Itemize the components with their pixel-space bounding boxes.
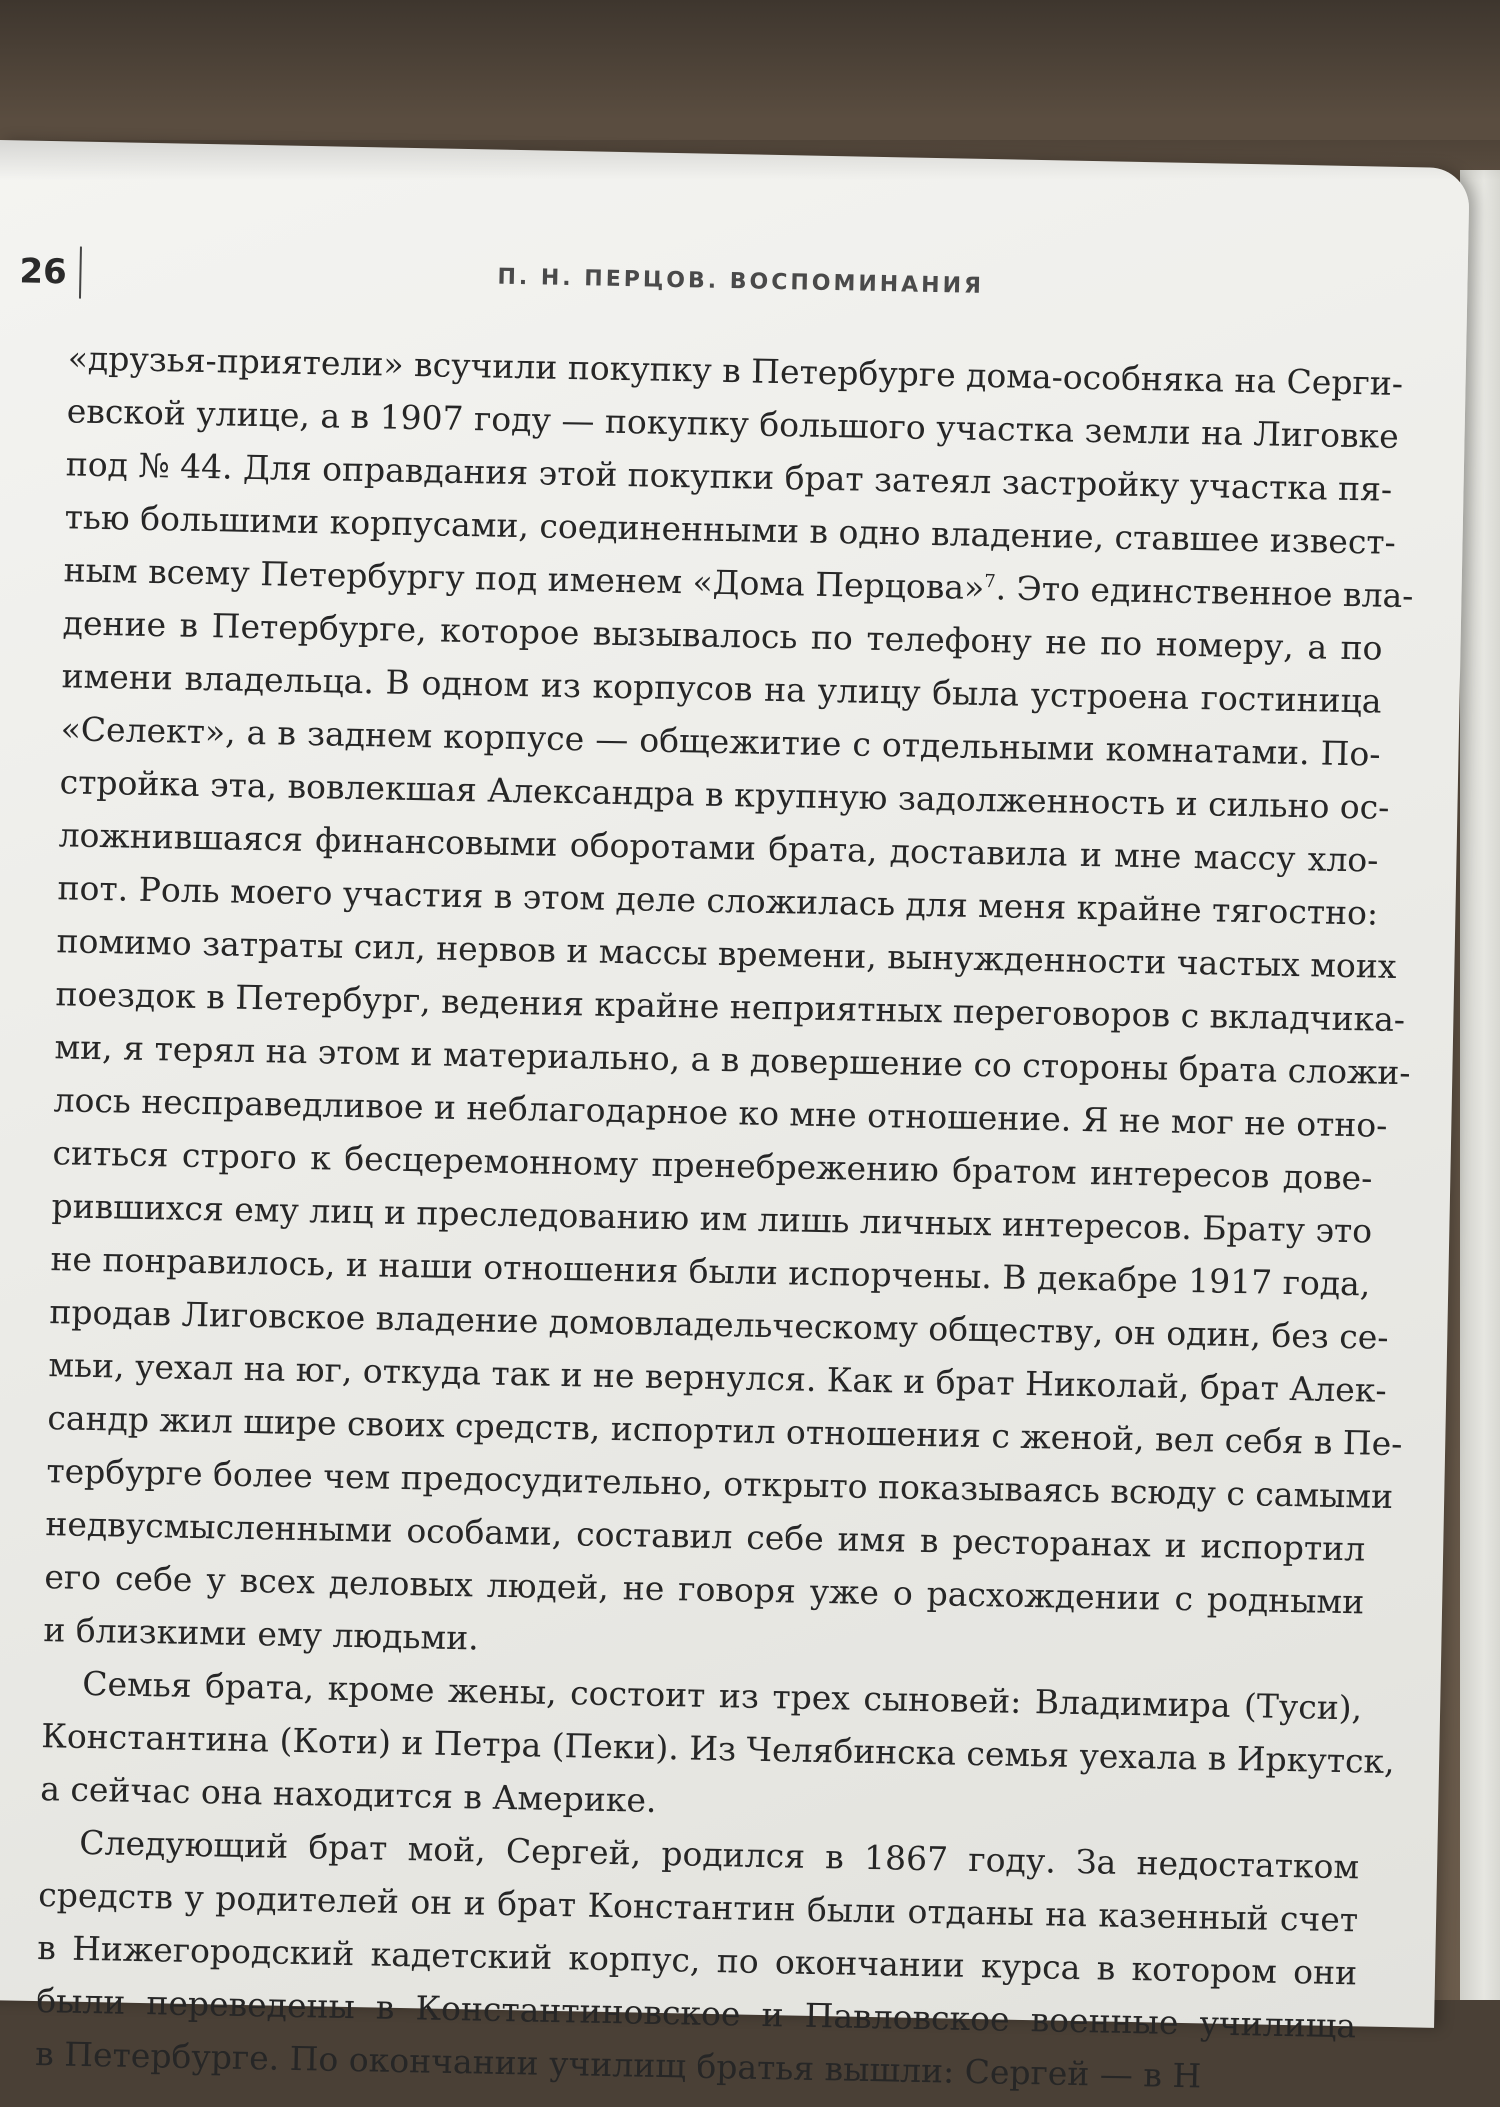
text-line: «Селект», а в заднем корпусе — общежитие с отдельными комнатами. По- — [60, 709, 1381, 774]
text-line: поездок в Петербург, ведения крайне неприятных переговоров с вкладчика- — [55, 974, 1406, 1040]
paragraph-1 — [43, 331, 1414, 1681]
text-line: евской улице, а в 1907 году — покупку большого участка земли на Лиговке — [66, 391, 1400, 456]
text-line: помимо затраты сил, нервов и массы времени, вынужденности частых моих — [56, 921, 1397, 986]
text-line: в Петербурге. По окончании училищ братья вышли: Сергей — в Н — [34, 2034, 1202, 2096]
page-header — [0, 245, 1468, 333]
text-line: дение в Петербурге, которое вызывалось по телефону не по номеру, а по — [62, 603, 1383, 668]
header-divider — [79, 247, 82, 299]
text-line: были переведены в Константиновское и Павловское военные училища — [35, 1981, 1357, 2046]
paragraph-3 — [35, 1815, 1360, 2105]
text-line: рившихся ему лиц и преследованию им лишь личных интересов. Брату это — [51, 1186, 1373, 1251]
text-fragment: . Это единственное вла- — [995, 568, 1414, 616]
paragraph-2 — [39, 1656, 1396, 1840]
running-title: П. Н. ПЕРЦОВ. ВОСПОМИНАНИЯ — [497, 264, 985, 299]
text-line: средств у родителей он и брат Константин были отданы на казенный счет — [37, 1875, 1359, 1940]
text-line: его себе у всех деловых людей, не говоря уже о расхождении с родными — [44, 1557, 1365, 1622]
text-line: лось несправедливое и неблагодарное ко мне отношение. Я не мог не отно- — [53, 1080, 1388, 1145]
text-line: Семья брата, кроме жены, состоит из трех сыновей: Владимира (Туси), — [82, 1663, 1363, 1728]
text-line: ситься строго к бесцеремонному пренебрежению братом интересов дове- — [52, 1133, 1373, 1198]
page-number: 26 — [19, 251, 68, 293]
text-line: а сейчас она находится в Америке. — [39, 1769, 657, 1820]
text-line: сандр жил шире своих средств, испортил отношения с женой, вел себя в Пе- — [47, 1398, 1403, 1464]
text-line: ми, я терял на этом и материально, а в довершение со стороны брата сложи- — [54, 1027, 1411, 1093]
text-line: продав Лиговское владение домовладельческому обществу, он один, без се- — [49, 1292, 1389, 1357]
text-line: имени владельца. В одном из корпусов на улицу была устроена гостиница — [61, 656, 1382, 721]
text-line: ложнившаяся финансовыми оборотами брата, доставила и мне массу хло- — [58, 815, 1379, 880]
text-line: Константина (Коти) и Петра (Пеки). Из Челябинска семья уехала в Иркутск, — [41, 1716, 1396, 1782]
text-line: тербурге более чем предосудительно, открыто показываясь всюду с самыми — [46, 1451, 1394, 1516]
text-line: пот. Роль моего участия в этом деле сложилась для меня крайне тягостно: — [57, 868, 1379, 933]
book-page — [0, 140, 1470, 2096]
text-line: в Нижегородский кадетский корпус, по окончании курса в котором они — [36, 1928, 1358, 1993]
text-line: не понравилось, и наши отношения были испорчены. В декабре 1917 года, — [50, 1239, 1371, 1304]
text-fragment: ным всему Петербургу под именем «Дома Перцова» — [63, 550, 985, 607]
text-line: и близкими ему людьми. — [43, 1610, 480, 1658]
text-line: Следующий брат мой, Сергей, родился в 1867 году. За недостатком — [78, 1822, 1360, 1887]
text-line: мьи, уехал на юг, откуда так и не вернулся. Как и брат Николай, брат Алек- — [48, 1345, 1387, 1410]
body-text — [34, 331, 1414, 2105]
text-line: недвусмысленными особами, составил себе имя в ресторанах и испортил — [45, 1504, 1366, 1569]
footnote-reference: 7 — [984, 570, 996, 593]
text-line: «друзья-приятели» всучили покупку в Петербурге дома-особняка на Серги- — [67, 338, 1404, 403]
text-line: под № 44. Для оправдания этой покупки брат затеял застройку участка пя- — [65, 444, 1393, 509]
next-page-edge — [1460, 170, 1500, 2000]
text-line: стройка эта, вовлекшая Александра в крупную задолженность и сильно ос- — [59, 762, 1390, 827]
text-line: тью большими корпусами, соединенными в одно владение, ставшее извест- — [64, 497, 1397, 562]
